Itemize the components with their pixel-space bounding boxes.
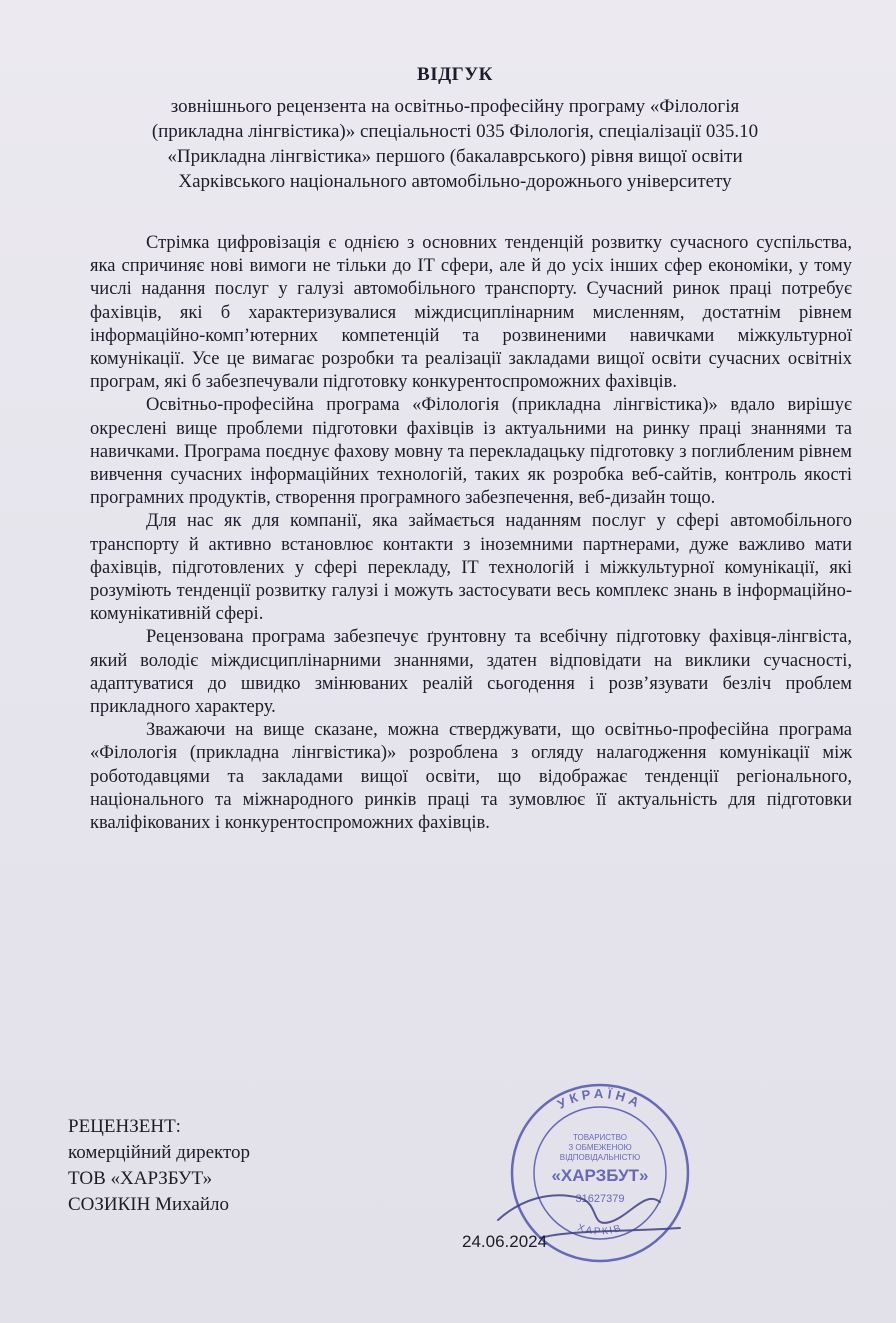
reviewer-company: ТОВ «ХАРЗБУТ»: [68, 1168, 213, 1189]
reviewer-block: [68, 1114, 250, 1218]
stamp-company-name: «ХАРЗБУТ»: [551, 1166, 649, 1185]
document-subtitle: [60, 94, 850, 194]
subtitle-line: «Прикладна лінгвістика» першого (бакалаврського) рівня вищої освіти: [167, 146, 743, 167]
stamp-org-line: З ОБМЕЖЕНОЮ: [568, 1143, 632, 1152]
paragraph: Для нас як для компанії, яка займається наданням послуг у сфері автомобільного транспорту й активно встановлює контакти з іноземними партнерами, дуже важливо мати фахівців, підготовлених у сфері перекладу, ІТ технологій і міжкультурної комунікації, які розуміють тенденції розвитку галузі і можуть застосувати весь комплекс знань в інформаційно-комунікативній сфері.: [90, 511, 852, 625]
reviewer-label: РЕЦЕНЗЕНТ:: [68, 1116, 181, 1137]
paragraph: Освітньо-професійна програма «Філологія (прикладна лінгвістика)» вдало вирішує окреслені вище проблеми підготовки фахівців із актуальними на ринку праці знаннями та навичками. Програма поєднує фахову мовну та перекладацьку підготовку з поглибленим рівнем вивчення сучасних інформаційних технологій, таких як розробка веб-сайтів, контроль якості програмних продуктів, створення програмного забезпечення, веб-дизайн тощо.: [90, 395, 852, 509]
stamp-city: ХАРКІВ: [575, 1222, 625, 1238]
stamp-country: УКРАЇНА: [554, 1085, 646, 1112]
paragraph: Рецензована програма забезпечує ґрунтовну та всебічну підготовку фахівця-лінгвіста, який володіє міждисциплінарними знаннями, здатен відповідати на виклики сучасності, адаптуватися до швидко змінюваних реалій сьогодення і розв’язувати безліч проблем прикладного характеру.: [90, 627, 852, 718]
stamp-code: 31627379: [575, 1193, 625, 1205]
document-body: [90, 232, 852, 835]
document-date: 24.06.2024: [462, 1232, 548, 1251]
subtitle-line: зовнішнього рецензента на освітньо-професійну програму «Філологія: [170, 96, 740, 117]
reviewer-position: комерційний директор: [68, 1142, 251, 1163]
paragraph: Зважаючи на вище сказане, можна стверджувати, що освітньо-професійна програма «Філологія (прикладна лінгвістика)» розроблена з огляду налагодження комунікації між роботодавцями та закладами вищої освіти, що відображає тенденції регіонального, національного та міжнародного ринків праці та зумовлює її актуальність для підготовки кваліфікованих і конкурентоспроможних фахівців.: [90, 720, 852, 834]
reviewer-name: СОЗИКІН Михайло: [68, 1194, 229, 1215]
stamp-org-line: ВІДПОВІДАЛЬНІСТЮ: [559, 1153, 641, 1162]
stamp-org-line: ТОВАРИСТВО: [573, 1133, 627, 1142]
document-header: [60, 64, 850, 194]
paragraph: Стрімка цифровізація є однією з основних тенденцій розвитку сучасного суспільства, яка спричиняє нові вимоги не тільки до ІТ сфери, але й до усіх інших сфер економіки, у тому числі надання послуг у галузі автомобільного транспорту. Сучасний ринок праці потребує фахівців, які б характеризувалися міждисциплінарним мисленням, достатнім рівнем інформаційно-комп’ютерних компетенцій та розвиненими навичками міжкультурної комунікації. Усе це вимагає розробки та реалізації закладами вищої освіти сучасних освітніх програм, які б забезпечували підготовку конкурентоспроможних фахівців.: [90, 233, 852, 393]
document-title: ВІДГУК: [417, 64, 493, 85]
subtitle-line: Харківського національного автомобільно-дорожнього університету: [178, 171, 732, 192]
subtitle-line: (прикладна лінгвістика)» спеціальності 035 Філологія, спеціалізації 035.10: [151, 121, 759, 142]
